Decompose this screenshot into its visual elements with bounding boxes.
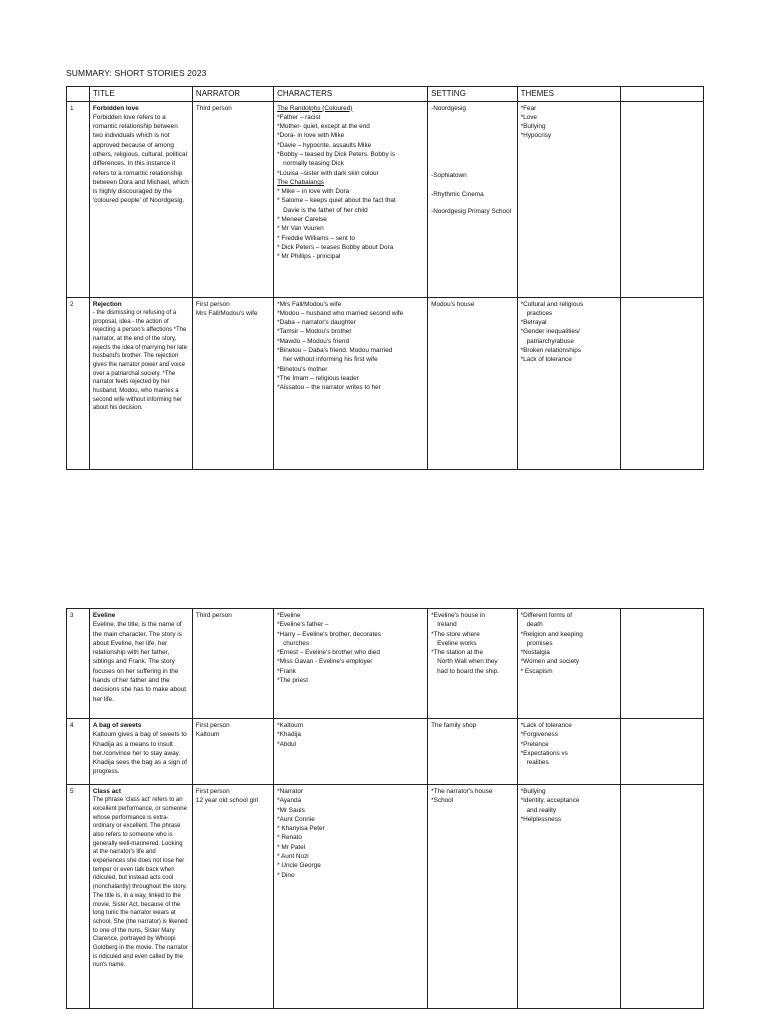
header-title: TITLE <box>89 87 192 102</box>
character-line: her without informing his first wife <box>283 356 378 364</box>
header-empty <box>620 87 703 102</box>
theme-line: realities <box>526 759 549 767</box>
theme-line: *Hypocrisy <box>520 132 552 140</box>
character-line: * Khanyisa Peter <box>277 825 325 833</box>
theme-line: *Bullying <box>520 788 546 795</box>
character-line: * Mr Patel <box>277 843 306 851</box>
character-line: *Eveline <box>277 612 301 619</box>
character-line: *Bobby – teased by Dick Peters. Bobby is <box>277 151 396 158</box>
header-characters: CHARACTERS <box>274 87 428 102</box>
character-line: *The Imam – religious leader <box>277 374 359 382</box>
row-number: 5 <box>67 785 90 1009</box>
character-line: *Harry – Eveline's brother, decorates <box>277 630 381 638</box>
empty-cell <box>620 609 703 719</box>
characters-cell <box>274 785 428 1009</box>
header-row <box>67 87 704 102</box>
setting-line: -Noordgesig Primary School <box>431 208 512 216</box>
story-description: Kaltoum gives a bag of sweets to Khadija as a means to insult her./convince her to stay away. Khadija sees the bag as a sign of progress. <box>92 731 188 776</box>
theme-line: *Nostalgia <box>520 649 550 657</box>
setting-line: Ireland <box>437 621 457 629</box>
story-description: - the dismissing or refusing of a proposal, idea - the action of rejecting a person's affections *The narrator, at the end of the story, rejects the idea of marrying her late husband's brother. The rejection gives the narrator power and voice over a patriarchal society. *The narrator feels rejected by her husband, Modou, who marries a second wife without informing her about his decision. <box>92 309 187 412</box>
theme-line: *Forgiveness <box>520 731 558 739</box>
theme-line: *Gender inequalities/ <box>520 328 580 336</box>
themes-cell <box>517 609 620 719</box>
character-line: *Khadija <box>277 731 301 739</box>
character-line: * Meneer Carelse <box>277 215 327 223</box>
setting-line: *Eveline's house in <box>431 612 485 619</box>
theme-line: patriarchy/abuse <box>526 337 574 345</box>
setting-cell <box>428 785 518 1009</box>
character-line: * Dick Peters – teases Bobby about Dora <box>277 243 394 251</box>
character-line: * Mike – in love with Dora <box>277 188 350 196</box>
themes-cell <box>517 785 620 1009</box>
theme-line: *Helplessness <box>520 815 562 823</box>
setting-line: -Sophiatown <box>431 171 467 179</box>
setting-line: -Rhythmic Cinema <box>431 191 484 199</box>
character-line: * Mr Phillips - principal <box>277 253 341 261</box>
narrator-cell <box>192 101 273 297</box>
header-number <box>67 87 90 102</box>
character-line: * Dino <box>277 871 295 879</box>
character-line: *Tamsir – Modou's brother <box>277 328 352 336</box>
character-line: *Modou – husband who married second wife <box>277 309 404 317</box>
summary-table-top <box>66 86 704 470</box>
setting-line: *The station at the <box>431 649 483 657</box>
narrator-cell <box>192 297 273 469</box>
setting-cell <box>428 609 518 719</box>
theme-line: practices <box>526 309 553 317</box>
character-line: *Aunt Connie <box>277 815 315 823</box>
setting-line: Eveline works <box>437 639 477 647</box>
setting-line: North Wall when they <box>437 658 498 666</box>
character-line: *Abdul <box>277 740 296 748</box>
theme-line: *Different forms of <box>520 612 573 619</box>
theme-line: *Lack of tolerance <box>520 356 572 364</box>
narrator-line: First person <box>195 300 230 308</box>
character-line: *Binetou – Daba's friend. Modou married <box>277 347 393 354</box>
setting-line: had to board the ship. <box>437 667 499 675</box>
header-setting: SETTING <box>428 87 518 102</box>
character-line: * Freddie Williams – sent to <box>277 234 355 242</box>
character-line: *Binetou's mother <box>277 365 328 373</box>
character-line: *Father – racist <box>277 113 321 121</box>
character-line: *Narrator <box>277 788 304 795</box>
character-line: * Salome – keeps quiet about the fact that <box>277 197 396 205</box>
setting-line: *The narrator's house <box>431 788 493 795</box>
story-title: A bag of sweets <box>92 722 142 729</box>
row-number: 2 <box>67 297 90 469</box>
narrator-line: Third person <box>195 104 232 112</box>
theme-line: *Pretence <box>520 740 549 748</box>
setting-line: *The store where <box>431 630 480 638</box>
theme-line: and reality <box>526 806 557 814</box>
theme-line: *Bullying <box>520 123 546 131</box>
character-line: *Mr Sauls <box>277 806 305 814</box>
character-line: *Daba – narrator's daughter <box>277 319 356 327</box>
character-line: *Dora- in love with Mike <box>277 132 345 140</box>
table-row <box>67 719 704 785</box>
narrator-cell <box>192 609 273 719</box>
story-title: Rejection <box>92 300 122 308</box>
character-group-heading: The Chabalangs <box>277 178 324 186</box>
characters-cell <box>274 719 428 785</box>
setting-line: *School <box>431 797 454 805</box>
theme-line: * Escapism <box>520 667 553 675</box>
narrator-line: Kaltoum <box>195 731 220 739</box>
summary-table-bottom <box>66 608 704 1009</box>
setting-cell <box>428 719 518 785</box>
character-line: *Mother- quiet, except at the end <box>277 123 370 131</box>
theme-line: *Cultural and religious <box>520 300 584 308</box>
story-title: Class act <box>92 788 121 795</box>
theme-line: *Women and society <box>520 658 580 666</box>
character-line: *Kaltoum <box>277 722 304 729</box>
title-cell <box>89 101 192 297</box>
character-line: *Mrs Fall/Modou's wife <box>277 300 342 308</box>
setting-line: Modou's house <box>431 300 475 308</box>
table-row <box>67 609 704 719</box>
character-line: *Frank <box>277 667 296 675</box>
narrator-line: Mrs Fall/Modou's wife <box>195 309 258 317</box>
theme-line: *Lack of tolerance <box>520 722 572 729</box>
characters-cell <box>274 609 428 719</box>
character-line: *The priest <box>277 676 308 684</box>
setting-cell <box>428 297 518 469</box>
character-line: * Aunt Nozi <box>277 852 309 860</box>
empty-cell <box>620 297 703 469</box>
character-line: *Mawdo – Modou's friend <box>277 337 350 345</box>
character-line: *Aissatou – the narrator writes to her <box>277 384 381 392</box>
character-line: churches <box>283 639 310 647</box>
setting-cell <box>428 101 518 297</box>
narrator-cell <box>192 785 273 1009</box>
story-description: Eveline, the title, is the name of the main character. The story is about Eveline, her life, her relationship with her father, siblings and Frank. The story focuses on her suffering in the hands of her father and the decisions she has to make about her life. <box>92 621 186 703</box>
theme-line: death <box>526 621 543 629</box>
story-title: Forbidden love <box>92 104 139 112</box>
empty-cell <box>620 785 703 1009</box>
table-row <box>67 297 704 469</box>
character-line: *Ernest – Eveline's brother who died <box>277 649 380 657</box>
story-description: Forbidden love refers to a romantic relationship between two individuals which is not approved because of among others, religious, cultural, political differences. In this instance it refers to a romantic relationship between Dora and Michael, which is highly discouraged by the 'coloured people' of Noordgesig. <box>92 113 189 205</box>
character-line: normally teasing Dick <box>283 160 344 168</box>
title-cell <box>89 719 192 785</box>
character-line: * Renato <box>277 834 302 842</box>
themes-cell <box>517 297 620 469</box>
character-line: *Miss Gavan - Eveline's employer <box>277 658 373 666</box>
theme-line: *Religion and keeping <box>520 630 583 638</box>
character-line: *Eveline's father – <box>277 621 329 629</box>
characters-cell <box>274 101 428 297</box>
title-cell <box>89 609 192 719</box>
theme-line: *Broken relationships <box>520 347 582 354</box>
themes-cell <box>517 719 620 785</box>
document-title: SUMMARY: SHORT STORIES 2023 <box>66 68 207 78</box>
story-description: The phrase 'class act' refers to an excellent performance, or someone whose performance is extra-ordinary or excellent. The phrase also refers to someone who is generally well-mannered. Looking at the narrator's life and experiences she does not lose her temper or even talk back when ridiculed, but instead acts cool (nonchalantly) throughout the story. The title is, in a way, linked to the movie, Sister Act, because of the long tunic the narrator wears at school. She (the narrator) is likened to one of the nuns, Sister Mary Clarence, portrayed by Whoopi Goldberg in the movie. The narrator is ridiculed and even called by the nun's name. <box>92 797 188 969</box>
row-number: 3 <box>67 609 90 719</box>
empty-cell <box>620 101 703 297</box>
theme-line: *Fear <box>520 104 537 112</box>
narrator-cell <box>192 719 273 785</box>
header-themes: THEMES <box>517 87 620 102</box>
character-line: *Ayanda <box>277 797 302 805</box>
theme-line: promises <box>526 639 553 647</box>
title-cell <box>89 785 192 1009</box>
character-line: *Davie – hypocrite, assaults Mike <box>277 141 372 149</box>
theme-line: *Identity, acceptance <box>520 797 580 805</box>
narrator-line: Third person <box>195 612 232 619</box>
character-group-heading: The Randolphs (Coloured) <box>277 104 353 112</box>
row-number: 1 <box>67 101 90 297</box>
table-row <box>67 101 704 297</box>
characters-cell <box>274 297 428 469</box>
character-line: * Mr Van Vuuren <box>277 225 324 233</box>
theme-line: *Expectations vs <box>520 749 568 757</box>
story-title: Eveline <box>92 612 116 619</box>
themes-cell <box>517 101 620 297</box>
narrator-line: 12 year old school girl <box>195 797 259 805</box>
title-cell <box>89 297 192 469</box>
character-line: * Uncle George <box>277 862 321 870</box>
narrator-line: First person <box>195 722 230 729</box>
setting-line: -Noordgesig <box>431 104 466 112</box>
empty-cell <box>620 719 703 785</box>
character-line: Davie is the father of her child <box>283 206 368 214</box>
setting-line: The family shop <box>431 722 477 729</box>
theme-line: *Love <box>520 113 537 121</box>
narrator-line: First person <box>195 788 230 795</box>
row-number: 4 <box>67 719 90 785</box>
character-line: *Louisa –sister with dark skin colour <box>277 169 379 177</box>
header-narrator: NARRATOR <box>192 87 273 102</box>
theme-line: *Betrayal <box>520 319 547 327</box>
table-row <box>67 785 704 1009</box>
